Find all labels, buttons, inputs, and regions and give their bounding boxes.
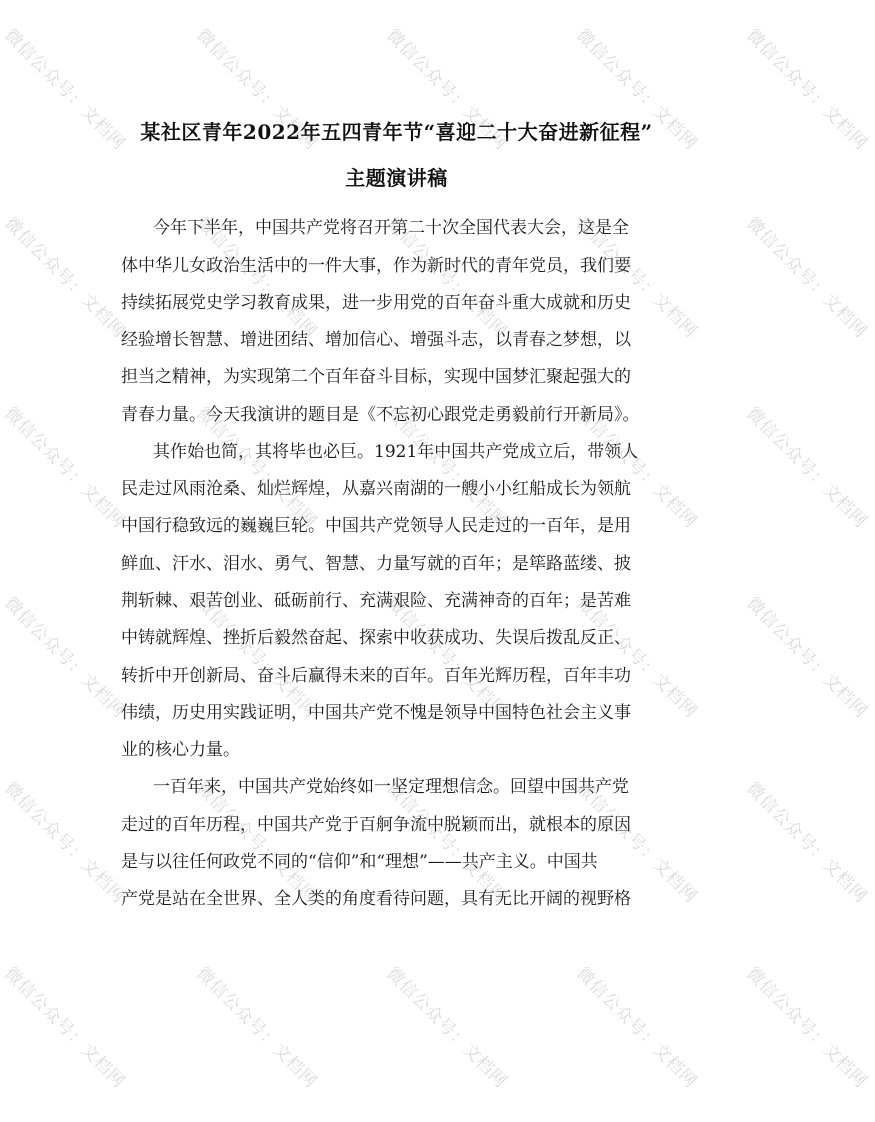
document-title-line-2: 主题演讲稿 (345, 166, 448, 190)
watermark-text: 微信公众号：文档网 (382, 593, 512, 723)
watermark-text: 微信公众号：文档网 (382, 963, 512, 1093)
watermark-text: 微信公众号：文档网 (0, 403, 130, 533)
watermark-text: 微信公众号：文档网 (572, 403, 702, 533)
watermark-text: 微信公众号：文档网 (742, 213, 872, 343)
watermark-text: 微信公众号：文档网 (0, 593, 130, 723)
watermark-text: 微信公众号：文档网 (742, 403, 872, 533)
paragraph-2-line-1: 其作始也简，其将毕也必巨。1921年中国共产党成立后，带领人 (153, 442, 639, 462)
watermark-text: 微信公众号：文档网 (192, 213, 322, 343)
watermark-text: 微信公众号：文档网 (742, 25, 872, 155)
watermark-text: 微信公众号：文档网 (572, 25, 702, 155)
paragraph-3-line-4: 产党是站在全世界、全人类的角度看待问题，具有无比开阔的视野格 (121, 889, 631, 909)
paragraph-1-line-2: 体中华儿女政治生活中的一件大事，作为新时代的青年党员，我们要 (121, 256, 631, 276)
watermark-text: 微信公众号：文档网 (572, 593, 702, 723)
watermark-text: 微信公众号：文档网 (742, 593, 872, 723)
paragraph-2-line-4: 鲜血、汗水、泪水、勇气、智慧、力量写就的百年；是筚路蓝缕、披 (121, 554, 631, 574)
watermark-text: 微信公众号：文档网 (572, 778, 702, 908)
paragraph-2-line-9: 业的核心力量。 (121, 740, 240, 760)
watermark-text: 微信公众号：文档网 (742, 778, 872, 908)
paragraph-2-line-6: 中铸就辉煌、挫折后毅然奋起、探索中收获成功、失误后拨乱反正、 (121, 628, 631, 648)
paragraph-1-line-5: 担当之精神，为实现第二个百年奋斗目标，实现中国梦汇聚起强大的 (121, 367, 631, 387)
watermark-text: 微信公众号：文档网 (0, 25, 130, 155)
watermark-text: 微信公众号：文档网 (382, 25, 512, 155)
paragraph-3-line-1: 一百年来，中国共产党始终如一坚定理想信念。回望中国共产党 (153, 777, 629, 797)
paragraph-3-line-2: 走过的百年历程，中国共产党于百舸争流中脱颖而出，就根本的原因 (121, 815, 631, 835)
paragraph-3-line-3: 是与以往任何政党不同的“信仰”和“理想”——共产主义。中国共 (121, 852, 598, 872)
watermark-text: 微信公众号：文档网 (0, 963, 130, 1093)
watermark-text: 微信公众号：文档网 (0, 778, 130, 908)
watermark-text: 微信公众号：文档网 (192, 963, 322, 1093)
watermark-text: 微信公众号：文档网 (382, 213, 512, 343)
watermark-text: 微信公众号：文档网 (192, 25, 322, 155)
watermark-text: 微信公众号：文档网 (742, 963, 872, 1093)
watermark-text: 微信公众号：文档网 (382, 778, 512, 908)
paragraph-2-line-8: 伟绩，历史用实践证明，中国共产党不愧是领导中国特色社会主义事 (121, 703, 631, 723)
paragraph-2-line-3: 中国行稳致远的巍巍巨轮。中国共产党领导人民走过的一百年，是用 (121, 516, 631, 536)
document-title-line-1: 某社区青年2022年五四青年节“喜迎二十大奋进新征程” (140, 120, 653, 144)
watermark-text: 微信公众号：文档网 (572, 213, 702, 343)
watermark-text: 微信公众号：文档网 (192, 778, 322, 908)
paragraph-1-line-1: 今年下半年，中国共产党将召开第二十次全国代表大会，这是全 (153, 218, 629, 238)
watermark-text: 微信公众号：文档网 (382, 403, 512, 533)
watermark-text: 微信公众号：文档网 (572, 963, 702, 1093)
watermark-text: 微信公众号：文档网 (192, 593, 322, 723)
paragraph-1-line-6: 青春力量。今天我演讲的题目是《不忘初心跟党走勇毅前行开新局》。 (121, 405, 640, 425)
paragraph-1-line-3: 持续拓展党史学习教育成果，进一步用党的百年奋斗重大成就和历史 (121, 293, 631, 313)
paragraph-2-line-7: 转折中开创新局、奋斗后赢得未来的百年。百年光辉历程，百年丰功 (121, 666, 631, 686)
watermark-text: 微信公众号：文档网 (192, 403, 322, 533)
paragraph-2-line-2: 民走过风雨沧桑、灿烂辉煌，从嘉兴南湖的一艘小小红船成长为领航 (121, 479, 631, 499)
watermark-text: 微信公众号：文档网 (0, 213, 130, 343)
paragraph-1-line-4: 经验增长智慧、增进团结、增加信心、增强斗志，以青春之梦想，以 (121, 330, 631, 350)
paragraph-2-line-5: 荆斩棘、艰苦创业、砥砺前行、充满艰险、充满神奇的百年；是苦难 (121, 591, 631, 611)
